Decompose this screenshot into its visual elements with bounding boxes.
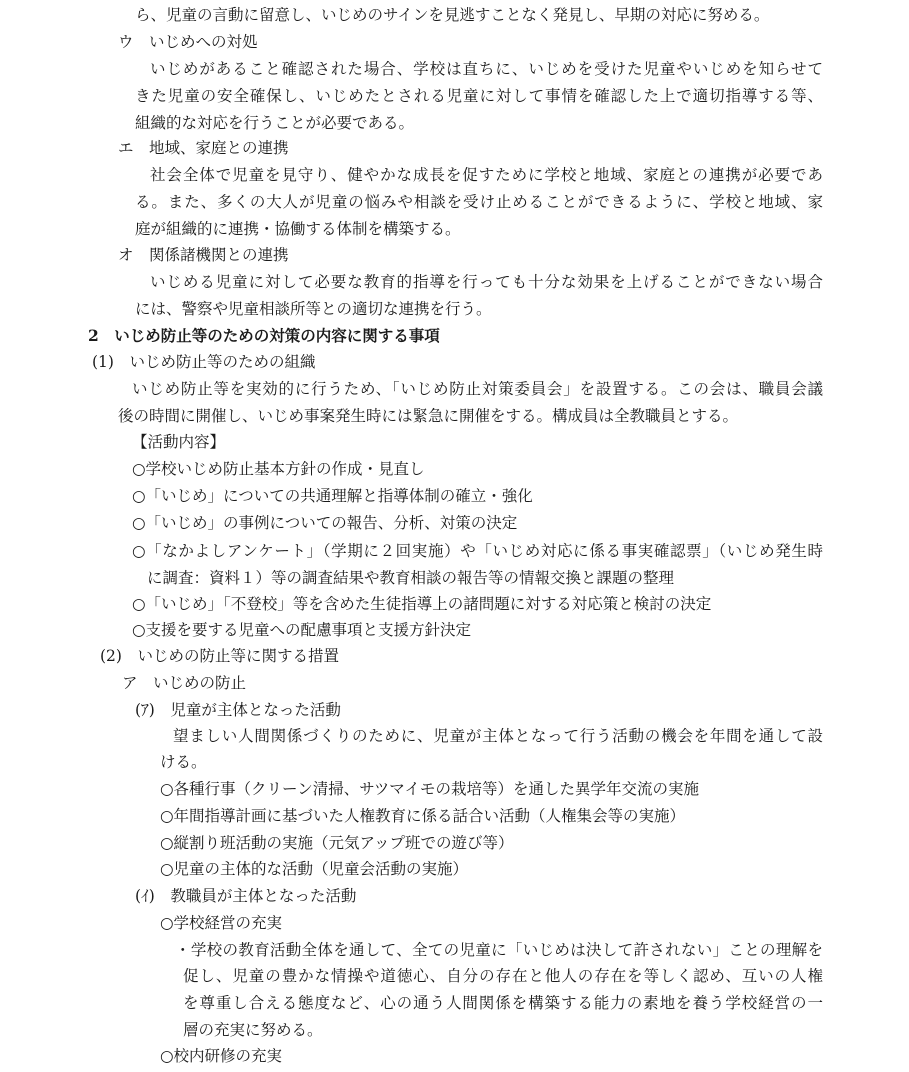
body-text-line: ら、児童の言動に留意し、いじめのサインを見逃すことなく発見し、早期の対応に努める。 xyxy=(135,6,770,24)
subheading-a: ア いじめの防止 xyxy=(122,674,247,692)
subheading-e: エ 地域、家庭との連携 xyxy=(118,139,289,157)
activity-label: 【活動内容】 xyxy=(132,433,226,451)
list-item: ○「なかよしアンケート」（学期に２回実施）や「いじめ対応に係る事実確認票」（いじめ発生時 xyxy=(132,542,823,560)
list-item: ○児童の主体的な活動（児童会活動の実施） xyxy=(160,860,469,878)
bullet-item-continuation: を尊重し合える態度など、心の通う人間関係を構築する能力の素地を養う学校経営の一 xyxy=(183,994,823,1012)
body-text-line: きた児童の安全確保し、いじめたとされる児童に対して事情を確認した上で適切指導する等、 xyxy=(135,87,823,105)
body-text-line: 望ましい人間関係づくりのために、児童が主体となって行う活動の機会を年間を通して設 xyxy=(173,727,823,745)
body-text-line: 庭が組織的に連携・協働する体制を構築する。 xyxy=(135,220,461,238)
body-text-line: いじめがあること確認された場合、学校は直ちに、いじめを受けた児童やいじめを知らせて xyxy=(150,60,823,78)
item-heading: (ｲ) 教職員が主体となった活動 xyxy=(135,887,357,905)
body-text-line: には、警察や児童相談所等との適切な連携を行う。 xyxy=(135,300,492,318)
list-item: ○縦割り班活動の実施（元気アップ班での遊び等） xyxy=(160,834,514,852)
bullet-item-continuation: 促し、児童の豊かな情操や道徳心、自分の存在と他人の存在を等しく認め、互いの人権 xyxy=(183,967,823,985)
body-text-line: 後の時間に開催し、いじめ事案発生時には緊急に開催をする。構成員は全教職員とする。 xyxy=(118,407,739,425)
body-text-line: 組織的な対応を行うことが必要である。 xyxy=(135,114,415,132)
bullet-item: ・学校の教育活動全体を通して、全ての児童に「いじめは決して許されない」ことの理解を xyxy=(175,941,823,959)
list-item: ○支援を要する児童への配慮事項と支援方針決定 xyxy=(132,621,472,639)
subsection-heading: (2) いじめの防止等に関する措置 xyxy=(100,647,339,665)
list-item: ○校内研修の充実 xyxy=(160,1047,283,1065)
item-heading: (ｱ) 児童が主体となった活動 xyxy=(135,701,341,719)
section-heading: 2 いじめ防止等のための対策の内容に関する事項 xyxy=(88,326,440,345)
body-text-line: いじめ防止等を実効的に行うため、「いじめ防止対策委員会」を設置する。この会は、職員会議 xyxy=(132,380,823,398)
list-item-continuation: に調査：資料１）等の調査結果や教育相談の報告等の情報交換と課題の整理 xyxy=(147,569,675,587)
list-item: ○学校いじめ防止基本方針の作成・見直し xyxy=(132,460,425,478)
body-text-line: 社会全体で児童を見守り、健やかな成長を促すために学校と地域、家庭との連携が必要であ xyxy=(150,166,823,184)
body-text-line: ける。 xyxy=(160,753,207,771)
list-item: ○「いじめ」についての共通理解と指導体制の確立・強化 xyxy=(132,487,533,505)
list-item: ○年間指導計画に基づいた人権教育に係る話合い活動（人権集会等の実施） xyxy=(160,807,686,825)
list-item: ○「いじめ」「不登校」等を含めた生徒指導上の諸問題に対する対応策と検討の決定 xyxy=(132,595,712,613)
list-item: ○学校経営の充実 xyxy=(160,914,283,932)
list-item: ○「いじめ」の事例についての報告、分析、対策の決定 xyxy=(132,514,518,532)
body-text-line: る。また、多くの大人が児童の悩みや相談を受け止めることができるように、学校と地域、家 xyxy=(135,193,823,211)
body-text-line: いじめる児童に対して必要な教育的指導を行っても十分な効果を上げることができない場合 xyxy=(150,273,823,291)
subsection-heading: (1) いじめ防止等のための組織 xyxy=(92,353,316,371)
subheading-u: ウ いじめへの対処 xyxy=(118,33,258,51)
subheading-o: オ 関係諸機関との連携 xyxy=(118,246,289,264)
list-item: ○各種行事（クリーン清掃、サツマイモの栽培等）を通した異学年交流の実施 xyxy=(160,780,699,798)
bullet-item-continuation: 層の充実に努める。 xyxy=(183,1021,323,1039)
